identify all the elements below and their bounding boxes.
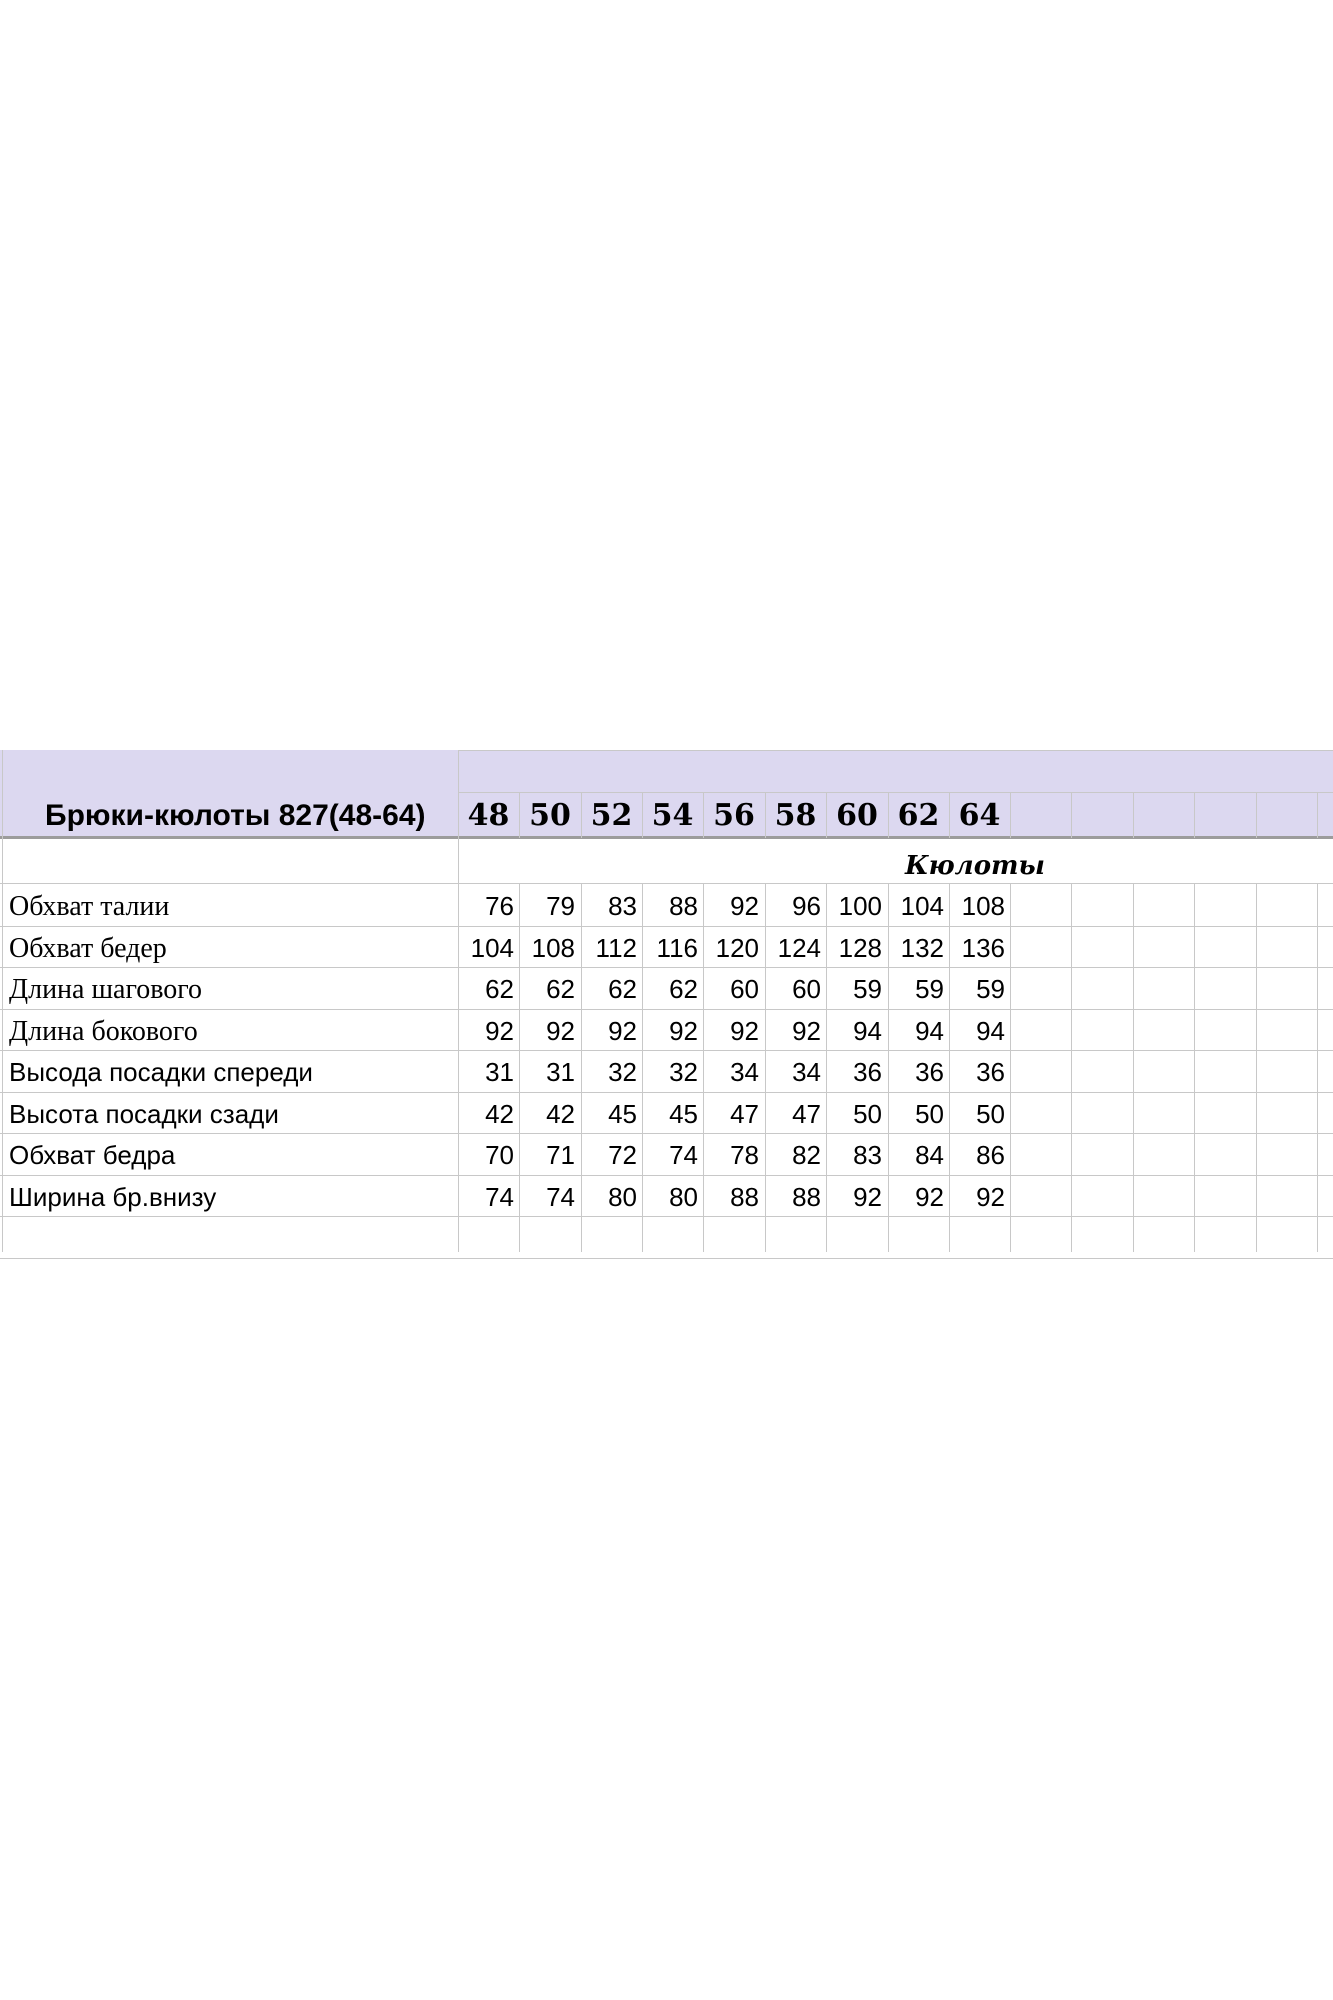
table-cell: 132: [900, 932, 944, 963]
table-cell: 62: [485, 974, 514, 1004]
table-cell: 60: [792, 974, 821, 1004]
table-cell: 116: [656, 932, 698, 963]
table-cell: 136: [961, 932, 1005, 963]
table-cell: 128: [838, 932, 882, 963]
row-label: Высота посадки сзади: [9, 1098, 279, 1129]
size-header-58: 58: [774, 798, 817, 833]
row-label: Обхват бедер: [9, 932, 167, 964]
table-cell: 45: [608, 1098, 637, 1129]
grid-line: [642, 792, 643, 838]
table-cell: 74: [669, 1140, 698, 1170]
grid-line: [2, 750, 3, 1252]
table-cell: 32: [608, 1057, 637, 1087]
grid-line: [826, 884, 827, 1252]
size-header-64: 64: [958, 798, 1001, 833]
grid-line: [826, 792, 827, 838]
table-cell: 36: [853, 1057, 882, 1087]
grid-line: [765, 884, 766, 1252]
table-cell: 92: [730, 1015, 759, 1046]
grid-line: [519, 792, 520, 838]
grid-line: [949, 884, 950, 1252]
size-header-48: 48: [467, 798, 510, 833]
size-chart-table: [0, 750, 1333, 1252]
table-cell: 120: [715, 932, 759, 963]
size-header-54: 54: [651, 798, 694, 833]
grid-line: [1194, 792, 1195, 838]
size-header-56: 56: [713, 798, 755, 833]
table-cell: 47: [792, 1098, 821, 1129]
grid-line: [581, 792, 582, 838]
table-cell: 62: [546, 974, 575, 1004]
table-cell: 79: [546, 891, 575, 921]
table-cell: 92: [730, 891, 759, 921]
table-cell: 62: [669, 974, 698, 1004]
table-cell: 42: [546, 1098, 575, 1129]
table-cell: 94: [915, 1015, 944, 1046]
table-cell: 74: [485, 1181, 514, 1212]
grid-line: [765, 792, 766, 838]
table-cell: 124: [777, 932, 821, 963]
table-cell: 60: [730, 974, 759, 1004]
table-title: Брюки-кюлоты 827(48-64): [45, 799, 426, 832]
grid-line: [1010, 792, 1011, 838]
table-cell: 47: [730, 1098, 759, 1129]
table-cell: 100: [838, 891, 882, 921]
size-header-52: 52: [590, 798, 633, 833]
row-label: Обхват бедра: [9, 1140, 176, 1170]
table-cell: 59: [976, 974, 1005, 1004]
table-cell: 82: [792, 1140, 821, 1170]
table-cell: 74: [546, 1181, 575, 1212]
table-cell: 71: [546, 1140, 575, 1170]
table-cell: 34: [792, 1057, 821, 1087]
table-cell: 42: [485, 1098, 514, 1129]
grid-line: [1071, 884, 1072, 1252]
table-cell: 92: [546, 1015, 575, 1046]
table-cell: 45: [669, 1098, 698, 1129]
table-cell: 92: [915, 1181, 944, 1212]
grid-line: [888, 884, 889, 1252]
grid-line: [703, 792, 704, 838]
table-cell: 92: [485, 1015, 514, 1046]
table-cell: 62: [608, 974, 637, 1004]
size-header-62: 62: [897, 798, 940, 833]
grid-line: [949, 792, 950, 838]
table-cell: 88: [669, 891, 698, 921]
row-label: Обхват талии: [9, 891, 170, 922]
table-cell: 31: [485, 1057, 514, 1087]
grid-line: [581, 884, 582, 1252]
table-cell: 83: [853, 1140, 882, 1170]
table-cell: 59: [853, 974, 882, 1004]
grid-line: [1071, 792, 1072, 838]
table-cell: 92: [608, 1015, 637, 1046]
table-cell: 92: [792, 1015, 821, 1046]
table-cell: 104: [470, 932, 514, 963]
table-cell: 78: [730, 1140, 759, 1170]
table-cell: 94: [976, 1015, 1005, 1046]
table-cell: 94: [853, 1015, 882, 1046]
table-cell: 36: [976, 1057, 1005, 1087]
grid-line: [1133, 792, 1134, 838]
table-cell: 96: [792, 891, 821, 921]
table-cell: 80: [608, 1181, 637, 1212]
table-cell: 92: [853, 1181, 882, 1212]
table-cell: 108: [531, 932, 575, 963]
table-cell: 50: [976, 1098, 1005, 1129]
grid-line: [0, 1258, 1333, 1259]
grid-line: [1010, 884, 1011, 1252]
grid-line: [458, 750, 1333, 751]
grid-line: [1317, 792, 1318, 838]
grid-line: [458, 884, 459, 1252]
table-cell: 70: [485, 1140, 514, 1170]
table-cell: 104: [900, 891, 944, 921]
table-cell: 108: [961, 891, 1005, 921]
table-cell: 32: [669, 1057, 698, 1087]
table-cell: 92: [669, 1015, 698, 1046]
grid-line: [642, 884, 643, 1252]
grid-line: [1133, 884, 1134, 1252]
table-cell: 112: [595, 932, 637, 963]
row-label: Ширина бр.внизу: [9, 1181, 217, 1212]
grid-line: [519, 884, 520, 1252]
table-cell: 59: [915, 974, 944, 1004]
table-cell: 84: [915, 1140, 944, 1170]
row-label: Длина шагового: [9, 974, 203, 1005]
row-label: Длина бокового: [9, 1015, 198, 1047]
grid-line: [888, 792, 889, 838]
table-cell: 76: [485, 891, 514, 921]
size-header-50: 50: [529, 798, 571, 833]
table-cell: 86: [976, 1140, 1005, 1170]
grid-line: [1317, 884, 1318, 1252]
table-cell: 50: [853, 1098, 882, 1129]
section-label: Кюлоты: [904, 851, 1046, 881]
table-cell: 83: [608, 891, 637, 921]
grid-line: [703, 884, 704, 1252]
row-label: Высода посадки спереди: [9, 1057, 313, 1087]
table-cell: 72: [608, 1140, 637, 1170]
table-cell: 34: [730, 1057, 759, 1087]
table-cell: 88: [792, 1181, 821, 1212]
table-cell: 80: [669, 1181, 698, 1212]
table-cell: 36: [915, 1057, 944, 1087]
table-cell: 31: [546, 1057, 575, 1087]
grid-line: [458, 792, 1333, 793]
table-cell: 92: [976, 1181, 1005, 1212]
table-cell: 88: [730, 1181, 759, 1212]
table-cell: 50: [915, 1098, 944, 1129]
grid-line: [1256, 792, 1257, 838]
grid-line: [1194, 884, 1195, 1252]
size-header-60: 60: [836, 798, 878, 833]
grid-line: [1256, 884, 1257, 1252]
